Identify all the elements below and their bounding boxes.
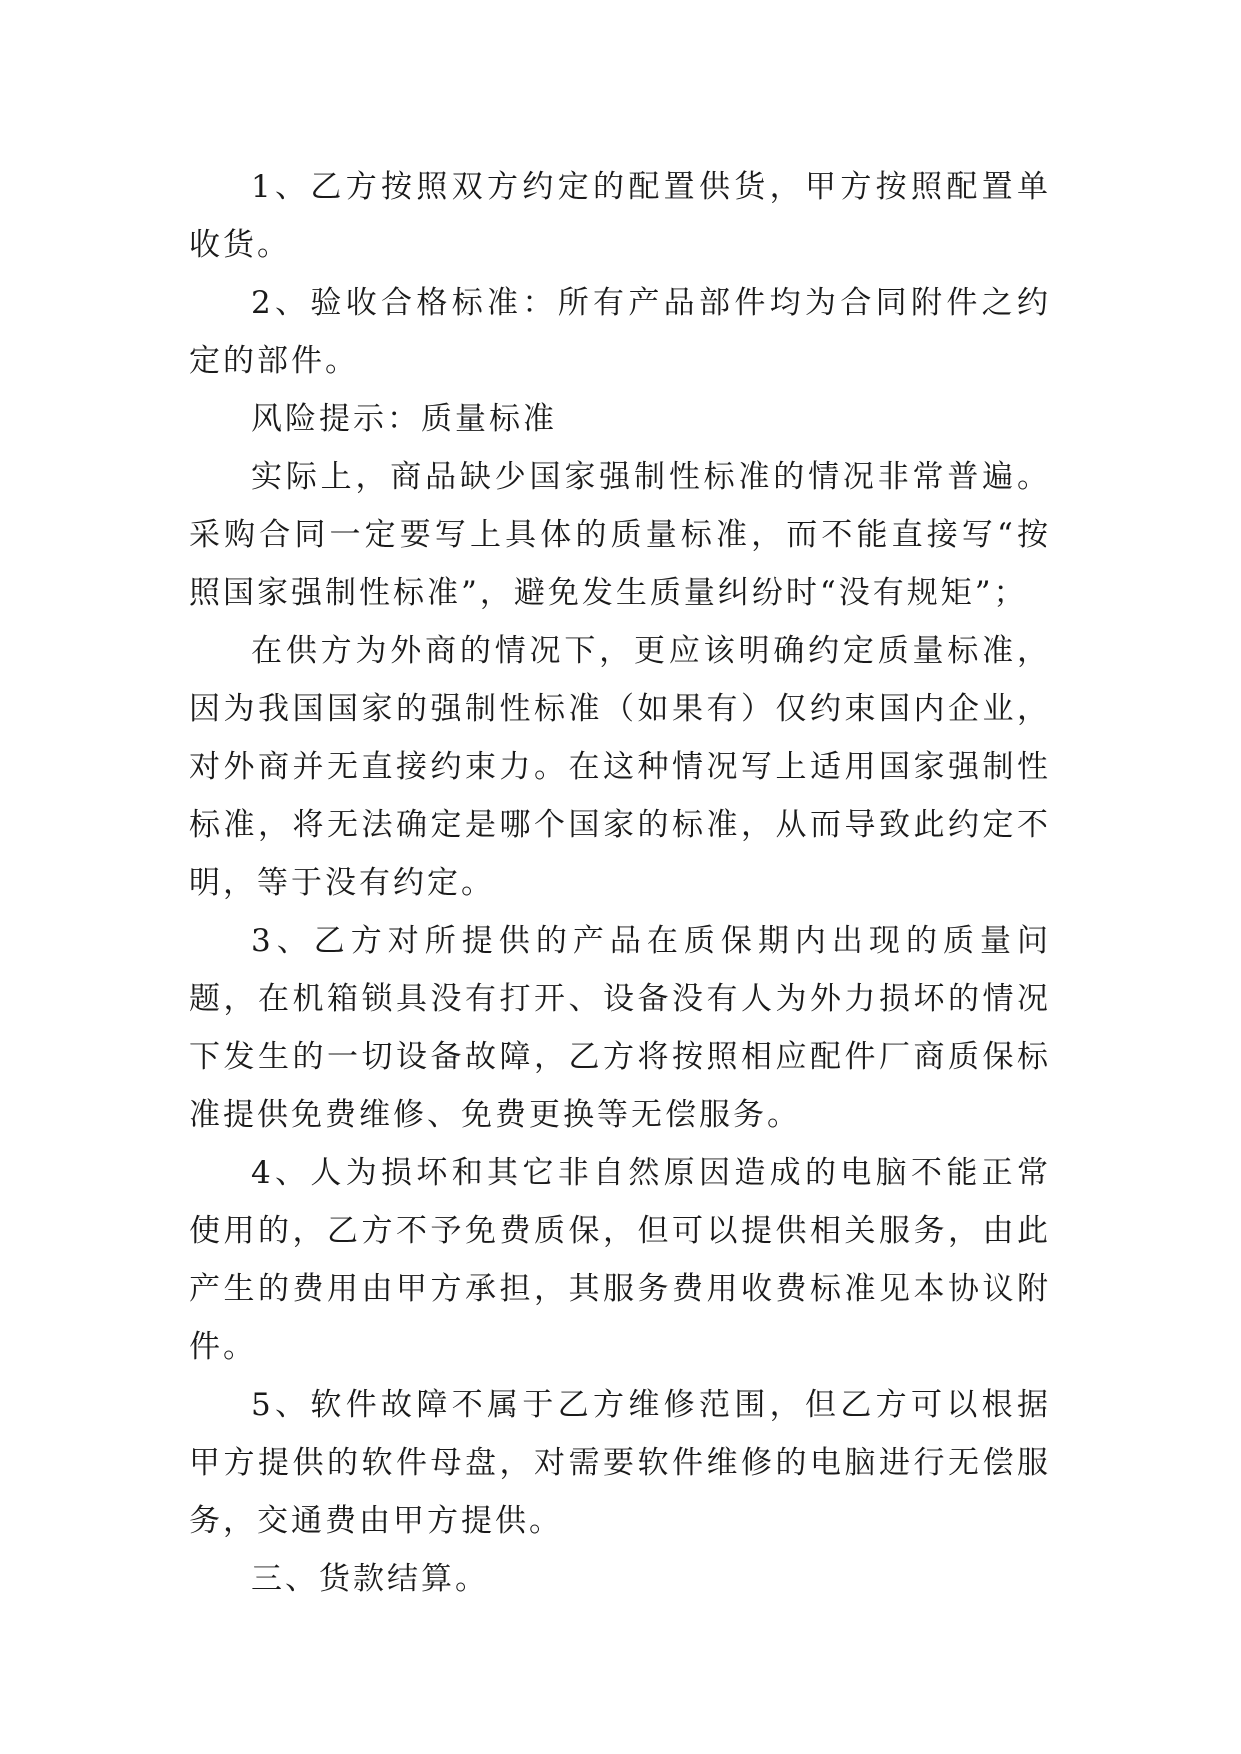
clause-2-paragraph: 2、验收合格标准：所有产品部件均为合同附件之约定的部件。 — [189, 285, 1051, 379]
risk-tip-paragraph-2: 在供方为外商的情况下，更应该明确约定质量标准，因为我国国家的强制性标准（如果有）仅约束国内企业，对外商并无直接约束力。在这种情况写上适用国家强制性标准，将无法确定是哪个国家的标准，从而导致此约定不明，等于没有约定。 — [189, 633, 1051, 901]
risk-tip-heading: 风险提示：质量标准 — [251, 401, 557, 437]
risk-tip-paragraph-1: 实际上，商品缺少国家强制性标准的情况非常普遍。采购合同一定要写上具体的质量标准，而不能直接写“按照国家强制性标准”，避免发生质量纠纷时“没有规矩”； — [189, 459, 1051, 611]
clause-3-paragraph: 3、乙方对所提供的产品在质保期内出现的质量问题，在机箱锁具没有打开、设备没有人为外力损坏的情况下发生的一切设备故障，乙方将按照相应配件厂商质保标准提供免费维修、免费更换等无偿服务。 — [189, 923, 1051, 1133]
clause-5-paragraph: 5、软件故障不属于乙方维修范围，但乙方可以根据甲方提供的软件母盘，对需要软件维修的电脑进行无偿服务，交通费由甲方提供。 — [189, 1387, 1051, 1539]
document-body — [189, 158, 1051, 1608]
clause-4-paragraph: 4、人为损坏和其它非自然原因造成的电脑不能正常使用的，乙方不予免费质保，但可以提供相关服务，由此产生的费用由甲方承担，其服务费用收费标准见本协议附件。 — [189, 1155, 1051, 1365]
clause-1-paragraph: 1、乙方按照双方约定的配置供货，甲方按照配置单收货。 — [189, 169, 1051, 263]
section-3-heading: 三、货款结算。 — [251, 1561, 489, 1597]
